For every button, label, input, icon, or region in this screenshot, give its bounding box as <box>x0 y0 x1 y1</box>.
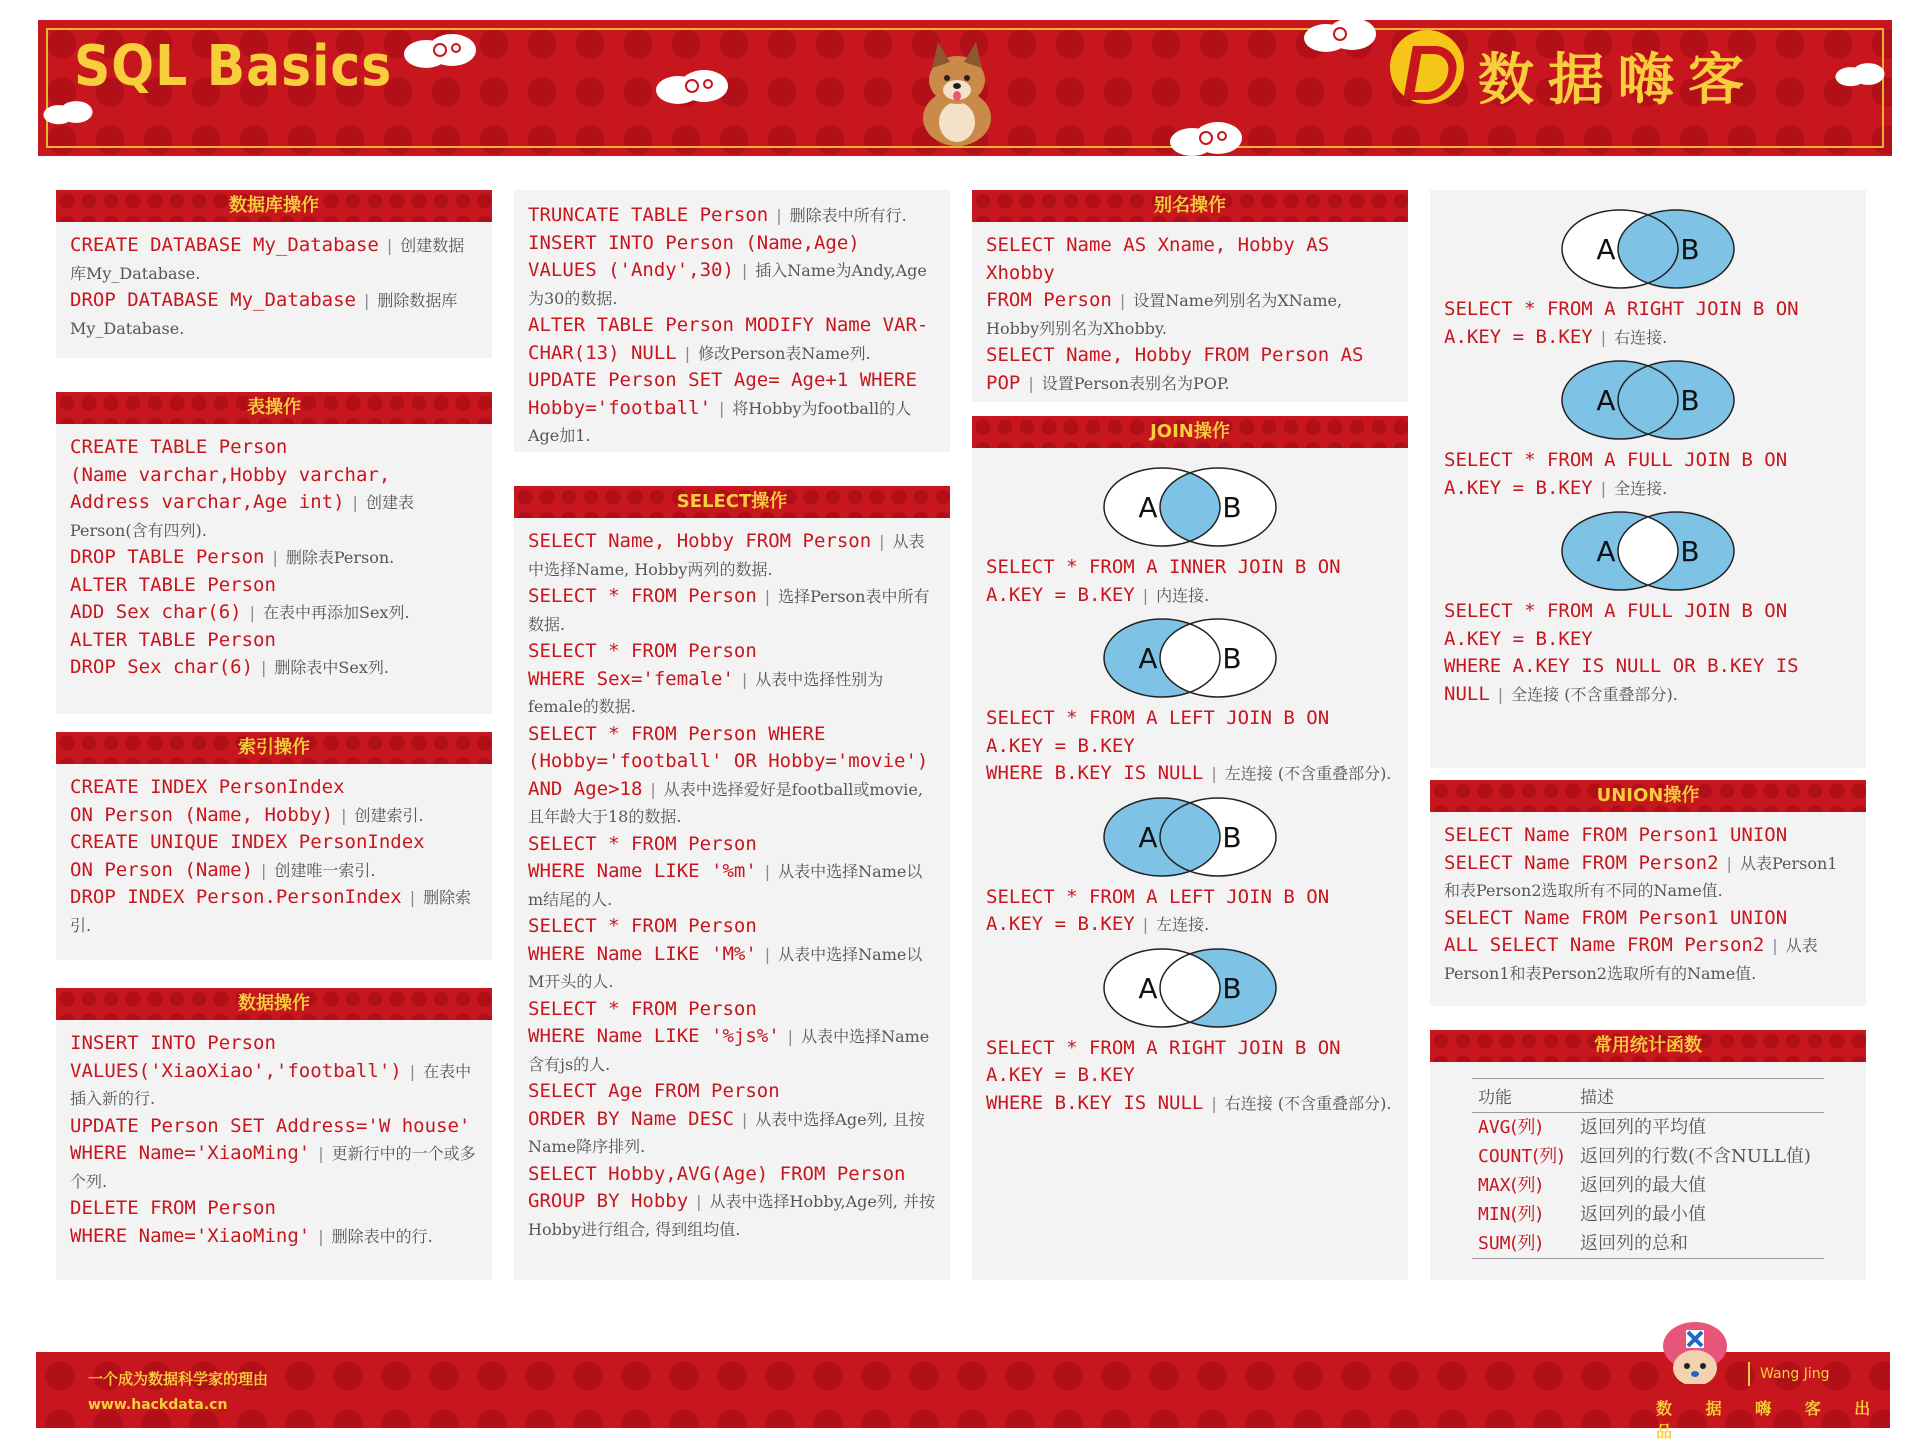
sql-desc: 创建索引. <box>354 805 424 825</box>
sql-code: TRUNCATE TABLE Person <box>528 204 769 226</box>
section-header: 表操作 <box>56 392 492 424</box>
sql-code: SELECT Hobby,AVG(Age) FROM Person GROUP BY Hobby <box>528 1162 906 1212</box>
sql-desc: 删除表中所有行. <box>789 206 907 225</box>
cloud-icon <box>1162 118 1250 158</box>
join-item <box>986 794 1394 939</box>
list-item: SELECT Name, Hobby FROM Person | 从表中选择Name, Hobby两列的数据. <box>528 530 925 579</box>
list-item: ALTER TABLE Person ADD Sex char(6) | 在表中再添加Sex列. <box>70 573 410 623</box>
sql-desc: 创建数据库My_Database. <box>70 236 465 283</box>
list-item: SELECT * FROM Person WHERE Name LIKE '%js%' | 从表中选择Name含有js的人. <box>528 997 930 1074</box>
list-item <box>986 1035 1394 1118</box>
section-header: 别名操作 <box>972 190 1408 222</box>
list-item: CREATE INDEX PersonIndex ON Person (Name, Hobby) | 创建索引. <box>70 776 424 826</box>
sql-desc: 删除表中Sex列. <box>274 658 389 677</box>
sql-desc: 创建唯一索引. <box>274 860 376 880</box>
cloud-icon <box>1296 14 1384 54</box>
sql-code: CREATE DATABASE My_Database <box>70 234 379 256</box>
sql-desc: 从表中选择Name, Hobby两列的数据. <box>528 532 925 579</box>
footer-banner <box>36 1352 1890 1441</box>
brand-name: 数据嗨客 <box>1478 48 1758 113</box>
sql-desc: 设置Person表别名为POP. <box>1041 373 1230 393</box>
function-param: (列) <box>1510 1175 1543 1196</box>
section-header: UNION操作 <box>1430 780 1866 812</box>
function-desc: 返回列的平均值 <box>1580 1117 1706 1138</box>
list-item: SELECT Name FROM Person1 UNION SELECT Name FROM Person2 | 从表Person1和表Person2选取所有不同的Name值. <box>1444 824 1838 900</box>
panel-index <box>56 732 492 960</box>
list-item: SELECT * FROM Person WHERE Name LIKE '%m' | 从表中选择Name以m结尾的人. <box>528 832 923 909</box>
cloud-icon <box>396 30 484 70</box>
function-cell <box>1472 1171 1574 1200</box>
sql-desc: 左连接 (不含重叠部分). <box>1224 764 1392 783</box>
function-cell <box>1472 1113 1574 1143</box>
list-item <box>1444 447 1852 502</box>
sql-code: DROP DATABASE My_Database <box>70 289 356 311</box>
cloud-icon <box>1830 54 1890 94</box>
join-item <box>986 464 1394 609</box>
separator: | <box>1142 915 1149 934</box>
section-body <box>1430 1062 1866 1267</box>
venn-label-b: B <box>1222 491 1242 524</box>
sql-code: SELECT Name, Hobby FROM Person AS POP <box>986 344 1364 394</box>
panel-stats <box>1430 1030 1866 1280</box>
sql-desc: 创建表 Person(含有四列). <box>70 493 414 540</box>
list-item: SELECT * FROM Person WHERE (Hobby='football' OR Hobby='movie') AND Age>18 | 从表中选择爱好是football或movie, 且年龄大于18的数据. <box>528 722 929 826</box>
panel-join <box>972 416 1408 1280</box>
list-item: DROP TABLE Person | 删除表Person. <box>70 546 395 568</box>
sql-code: CREATE UNIQUE INDEX PersonIndex ON Person (Name) <box>70 831 425 881</box>
join-item <box>986 945 1394 1118</box>
cloud-icon <box>648 66 736 106</box>
panel-misc <box>514 190 950 452</box>
section-body <box>56 764 492 947</box>
function-param: (列) <box>1510 1204 1543 1225</box>
list-item: UPDATE Person SET Age= Age+1 WHERE Hobby='football' | 将Hobby为football的人Age加1. <box>528 369 917 445</box>
sql-code: SELECT * FROM A LEFT JOIN B ON A.KEY = B.KEY WHERE B.KEY IS NULL <box>986 707 1330 784</box>
table-row <box>1472 1200 1824 1229</box>
page-title: SQL Basics <box>74 34 393 99</box>
venn-label-b: B <box>1680 384 1700 417</box>
sql-code: SELECT * FROM Person <box>528 585 757 607</box>
sql-desc: 全连接 (不含重叠部分). <box>1511 684 1678 704</box>
section-header: JOIN操作 <box>972 416 1408 448</box>
sql-desc: 更新行中的一个或多个列. <box>70 1144 476 1191</box>
sql-code: SELECT * FROM A FULL JOIN B ON A.KEY = B.KEY WHERE A.KEY IS NULL OR B.KEY IS NULL <box>1444 600 1799 705</box>
section-body <box>56 222 492 350</box>
panel-join-2 <box>1430 190 1866 768</box>
panel-database <box>56 190 492 358</box>
sql-code: SELECT * FROM Person WHERE Sex='female' <box>528 640 757 690</box>
sql-code: SELECT * FROM Person WHERE (Hobby='football' OR Hobby='movie') AND Age>18 <box>528 722 929 800</box>
sql-desc: 设置Name列别名为XName, Hobby列别名为Xhobby. <box>986 291 1343 338</box>
function-name: MAX <box>1478 1175 1511 1196</box>
sql-desc: 选择Person表中所有数据. <box>528 587 930 634</box>
column-header: 描述 <box>1574 1079 1824 1113</box>
list-item <box>1444 296 1852 351</box>
sql-code: SELECT * FROM A RIGHT JOIN B ON A.KEY = B.KEY <box>1444 298 1799 348</box>
sql-code: DROP INDEX Person.PersonIndex <box>70 886 402 908</box>
section-body <box>1430 812 1866 995</box>
sql-desc: 在表中再添加Sex列. <box>262 603 410 622</box>
sql-code: ALTER TABLE Person DROP Sex char(6) <box>70 628 276 678</box>
list-item: DROP INDEX Person.PersonIndex | 删除索引. <box>70 886 472 935</box>
sql-desc: 插入Name为Andy,Age为30的数据. <box>528 261 927 308</box>
function-cell <box>1472 1229 1574 1259</box>
venn-diagram <box>1100 945 1280 1031</box>
section-body <box>56 424 492 690</box>
venn-label-a: A <box>1596 233 1616 266</box>
venn-label-a: A <box>1596 384 1616 417</box>
column-header: 功能 <box>1472 1079 1574 1113</box>
sql-desc: 删除数据库My_Database. <box>70 291 458 338</box>
join-item <box>1444 357 1852 502</box>
panel-data <box>56 988 492 1280</box>
list-item <box>1444 598 1852 708</box>
venn-diagram <box>1100 464 1280 550</box>
list-item <box>986 554 1394 609</box>
sql-desc: 左连接. <box>1156 915 1210 934</box>
sql-code: UPDATE Person SET Address='W house' WHERE Name='XiaoMing' <box>70 1114 471 1164</box>
function-desc: 返回列的最大值 <box>1580 1175 1706 1196</box>
sql-code: SELECT * FROM Person WHERE Name LIKE 'M%' <box>528 915 757 965</box>
panel-table <box>56 392 492 714</box>
sql-code: INSERT INTO Person (Name,Age) VALUES ('Andy',30) <box>528 231 860 281</box>
function-name: AVG <box>1478 1117 1511 1138</box>
sql-code: SELECT Age FROM Person ORDER BY Name DESC <box>528 1080 780 1130</box>
sql-code: SELECT Name, Hobby FROM Person <box>528 530 872 552</box>
list-item: TRUNCATE TABLE Person | 删除表中所有行. <box>528 204 907 226</box>
sql-desc: 删除索引. <box>70 888 472 935</box>
table-header-row <box>1472 1079 1824 1113</box>
list-item: SELECT Name FROM Person1 UNION ALL SELECT Name FROM Person2 | 从表Person1和表Person2选取所有的Name值. <box>1444 906 1818 983</box>
cloud-icon <box>38 92 98 132</box>
sql-desc: 从表中选择爱好是football或movie, 且年龄大于18的数据. <box>528 779 923 826</box>
footer-url[interactable]: www.hackdata.cn <box>88 1397 228 1413</box>
brand-logo-icon <box>1390 30 1464 104</box>
section-body <box>972 448 1408 1125</box>
list-item: INSERT INTO Person VALUES('XiaoXiao','football') | 在表中插入新的行. <box>70 1032 472 1108</box>
list-item: UPDATE Person SET Address='W house' WHERE Name='XiaoMing' | 更新行中的一个或多个列. <box>70 1114 476 1191</box>
sql-desc: 右连接 (不含重叠部分). <box>1224 1093 1392 1113</box>
footer-author: Wang Jing <box>1748 1362 1830 1386</box>
list-item: SELECT * FROM Person | 选择Person表中所有数据. <box>528 585 930 634</box>
table-row <box>1472 1229 1824 1259</box>
sql-desc: 将Hobby为football的人Age加1. <box>528 398 912 445</box>
sql-desc: 从表中选择Age列, 且按Name降序排列. <box>528 1109 925 1156</box>
sql-desc: 从表Person1和表Person2选取所有不同的Name值. <box>1444 853 1838 900</box>
sql-code: ALTER TABLE Person ADD Sex char(6) <box>70 573 276 623</box>
sql-code: SELECT * FROM A FULL JOIN B ON A.KEY = B.KEY <box>1444 449 1788 499</box>
list-item: SELECT Name, Hobby FROM Person AS POP | 设置Person表别名为POP. <box>986 344 1364 394</box>
list-item: SELECT Hobby,AVG(Age) FROM Person GROUP BY Hobby | 从表中选择Hobby,Age列, 并按Hobby进行组合, 得到组均值. <box>528 1162 936 1239</box>
panel-select <box>514 486 950 1280</box>
sql-code: SELECT * FROM A RIGHT JOIN B ON A.KEY = B.KEY WHERE B.KEY IS NULL <box>986 1036 1341 1114</box>
sql-code: DELETE FROM Person WHERE Name='XiaoMing' <box>70 1197 311 1247</box>
table-row <box>1472 1113 1824 1143</box>
venn-label-b: B <box>1222 642 1242 675</box>
list-item: DROP DATABASE My_Database | 删除数据库My_Database. <box>70 289 458 338</box>
sql-code: SELECT Name AS Xname, Hobby AS Xhobby FROM Person <box>986 234 1330 311</box>
venn-label-a: A <box>1138 971 1158 1005</box>
sql-code: SELECT * FROM Person WHERE Name LIKE '%m' <box>528 832 757 882</box>
venn-label-b: B <box>1680 535 1700 568</box>
section-header: 索引操作 <box>56 732 492 764</box>
list-item: INSERT INTO Person (Name,Age) VALUES ('Andy',30) | 插入Name为Andy,Age为30的数据. <box>528 231 927 308</box>
section-body <box>1430 190 1866 716</box>
join-item <box>986 615 1394 788</box>
venn-diagram <box>1100 615 1280 701</box>
venn-diagram <box>1558 508 1738 594</box>
panel-union <box>1430 780 1866 1006</box>
sql-code: SELECT * FROM Person WHERE Name LIKE '%js%' <box>528 997 780 1047</box>
dog-mascot-icon <box>908 38 1006 150</box>
sql-desc: 右连接. <box>1614 327 1668 347</box>
sql-code: SELECT Name FROM Person1 UNION ALL SELECT Name FROM Person2 <box>1444 906 1788 956</box>
sql-code: SELECT * FROM A INNER JOIN B ON A.KEY = B.KEY <box>986 556 1341 606</box>
function-param: (列) <box>1510 1117 1543 1138</box>
sql-code: CREATE INDEX PersonIndex ON Person (Name, Hobby) <box>70 776 345 826</box>
join-item <box>1444 508 1852 708</box>
sql-desc: 从表中选择Name以M开头的人. <box>528 944 923 991</box>
venn-diagram <box>1558 206 1738 292</box>
sql-code: SELECT * FROM A LEFT JOIN B ON A.KEY = B.KEY <box>986 885 1330 935</box>
function-param: (列) <box>1532 1146 1565 1167</box>
list-item: ALTER TABLE Person MODIFY Name VAR- CHAR(13) NULL | 修改Person表Name列. <box>528 314 929 364</box>
sql-desc: 修改Person表Name列. <box>698 343 871 363</box>
sql-code: INSERT INTO Person VALUES('XiaoXiao','football') <box>70 1032 402 1082</box>
venn-label-a: A <box>1138 642 1158 675</box>
sql-desc: 从表中选择Name以m结尾的人. <box>528 862 923 909</box>
list-item: DELETE FROM Person WHERE Name='XiaoMing' | 删除表中的行. <box>70 1197 433 1247</box>
list-item <box>986 884 1394 939</box>
chopper-mascot-icon <box>1656 1316 1734 1396</box>
list-item: SELECT Age FROM Person ORDER BY Name DESC | 从表中选择Age列, 且按Name降序排列. <box>528 1080 925 1156</box>
function-name: COUNT <box>1478 1146 1533 1167</box>
sql-desc: 删除表中的行. <box>331 1226 433 1246</box>
sql-desc: 从表中选择Hobby,Age列, 并按Hobby进行组合, 得到组均值. <box>528 1192 936 1239</box>
venn-label-b: B <box>1680 233 1700 266</box>
list-item: CREATE DATABASE My_Database | 创建数据库My_Database. <box>70 234 465 283</box>
function-param: (列) <box>1510 1233 1543 1254</box>
section-body <box>514 190 950 458</box>
sql-code: CREATE TABLE Person (Name varchar,Hobby varchar, Address varchar,Age int) <box>70 436 391 513</box>
section-header: 数据操作 <box>56 988 492 1020</box>
function-name: SUM <box>1478 1233 1511 1254</box>
venn-diagram <box>1100 794 1280 880</box>
section-body <box>56 1020 492 1258</box>
sql-desc: 内连接. <box>1156 585 1210 605</box>
venn-label-a: A <box>1138 491 1158 524</box>
separator: | <box>1142 585 1149 605</box>
function-desc: 返回列的行数(不含NULL值) <box>1580 1146 1811 1167</box>
sql-desc: 删除表Person. <box>285 548 395 567</box>
section-header: SELECT操作 <box>514 486 950 518</box>
function-desc: 返回列的总和 <box>1574 1229 1824 1259</box>
venn-diagram <box>1558 357 1738 443</box>
function-desc: 返回列的最小值 <box>1580 1204 1706 1225</box>
venn-label-b: B <box>1222 971 1242 1005</box>
list-item: SELECT * FROM Person WHERE Name LIKE 'M%' | 从表中选择Name以M开头的人. <box>528 915 923 991</box>
sql-desc: 从表中选择Name含有js的人. <box>528 1027 930 1074</box>
footer-produced-by: 数 据 嗨 客 出 品 <box>1656 1399 1885 1441</box>
sql-desc: 从表Person1和表Person2选取所有的Name值. <box>1444 936 1818 983</box>
panel-alias <box>972 190 1408 402</box>
separator: | <box>1600 478 1607 498</box>
sql-code: SELECT Name FROM Person1 UNION SELECT Name FROM Person2 <box>1444 824 1788 874</box>
list-item: CREATE UNIQUE INDEX PersonIndex ON Person (Name) | 创建唯一索引. <box>70 831 425 881</box>
separator: | <box>1211 764 1217 783</box>
sql-desc: 从表中选择性别为female的数据. <box>528 669 884 716</box>
section-header: 数据库操作 <box>56 190 492 222</box>
separator: | <box>1600 327 1607 347</box>
sql-code: DROP TABLE Person <box>70 546 265 568</box>
sql-desc: 全连接. <box>1614 478 1668 498</box>
list-item: SELECT * FROM Person WHERE Sex='female' | 从表中选择性别为female的数据. <box>528 640 884 716</box>
separator: | <box>1497 684 1504 704</box>
venn-label-a: A <box>1138 820 1158 854</box>
table-row <box>1472 1142 1824 1171</box>
venn-label-b: B <box>1222 820 1242 854</box>
join-item <box>1444 206 1852 351</box>
venn-label-a: A <box>1596 535 1616 568</box>
function-name: MIN <box>1478 1204 1511 1225</box>
function-cell <box>1472 1142 1574 1171</box>
sql-code: UPDATE Person SET Age= Age+1 WHERE Hobby='football' <box>528 369 917 419</box>
section-body <box>972 222 1408 405</box>
separator: | <box>1211 1093 1217 1113</box>
sql-desc: 在表中插入新的行. <box>70 1061 472 1108</box>
list-item: ALTER TABLE Person DROP Sex char(6) | 删除表中Sex列. <box>70 628 389 678</box>
list-item: CREATE TABLE Person (Name varchar,Hobby varchar, Address varchar,Age int) | 创建表 Person(含有四列). <box>70 436 414 540</box>
section-body <box>514 518 950 1251</box>
list-item <box>986 705 1394 788</box>
list-item: SELECT Name AS Xname, Hobby AS Xhobby FROM Person | 设置Name列别名为XName, Hobby列别名为Xhobby. <box>986 234 1343 338</box>
sql-code: ALTER TABLE Person MODIFY Name VAR- CHAR(13) NULL <box>528 314 929 364</box>
section-header: 常用统计函数 <box>1430 1030 1866 1062</box>
footer-tagline: 一个成为数据科学家的理由 <box>88 1370 269 1388</box>
stats-table <box>1472 1078 1824 1259</box>
function-cell <box>1472 1200 1574 1229</box>
table-row <box>1472 1171 1824 1200</box>
